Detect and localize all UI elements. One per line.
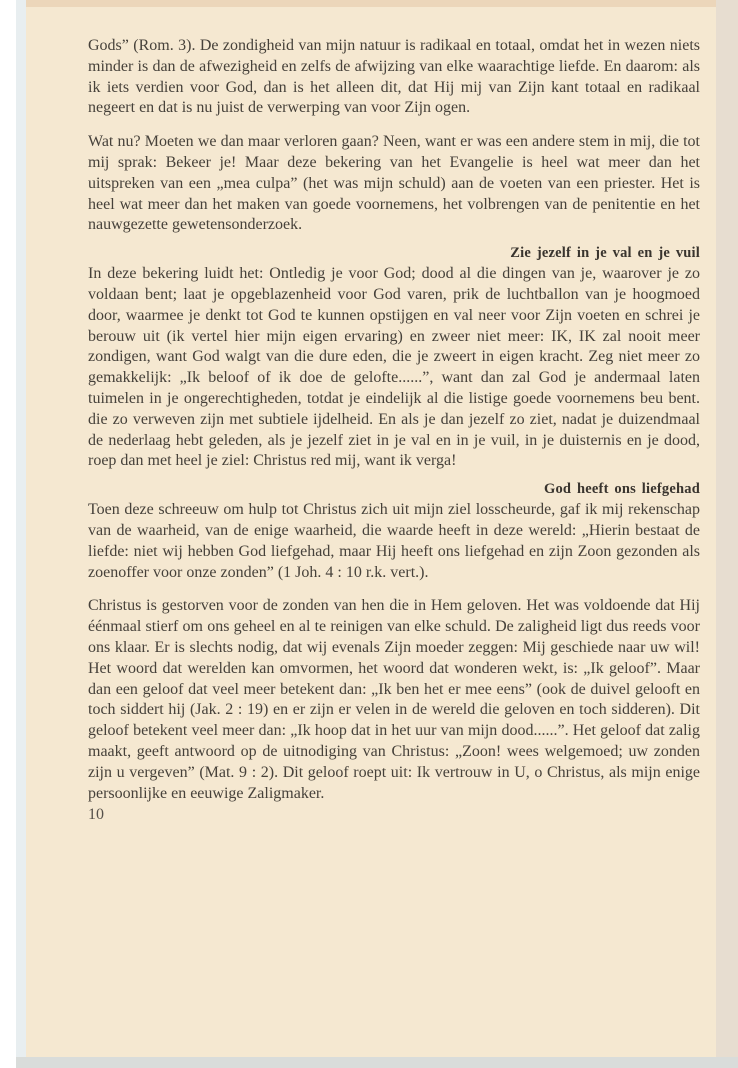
paragraph: Wat nu? Moeten we dan maar verloren gaan? Neen, want er was een andere stem in mij, die tot mij sprak: Bekeer je! Maar deze bekering van het Evangelie is heel wat meer dan het uitspreken van een „mea culpa” (het was mijn schuld) aan de voeten van een priester. Het is heel wat meer dan het maken van goede voornemens, het volbrengen van de penitentie en het nauwgezette gewetensonderzoek. [88,133,700,234]
page-edge-shadow-left [16,0,26,1062]
paragraph: Toen deze schreeuw om hulp tot Christus zich uit mijn ziel losscheurde, gaf ik mij rekenschap van de waarheid, van de enige waarheid, die waarde heeft in deze wereld: „Hierin bestaat de liefde: niet wij hebben God liefgehad, maar Hij heeft ons liefgehad en zijn Zoon gezonden als zoenoffer voor onze zonden” (1 Joh. 4 : 10 r.k. vert.). [88,501,700,581]
section-heading: Zie jezelf in je val en je vuil [510,245,700,262]
paragraph: Christus is gestorven voor de zonden van hen die in Hem geloven. Het was voldoende dat Hij éénmaal stierf om ons geheel en al te reinigen van elke schuld. De zaligheid ligt dus reeds voor ons klaar. Er is slechts nodig, dat wij evenals Zijn moeder zeggen: Mij geschiede naar uw wil! Het woord dat werelden kan omvormen, het woord dat wonderen wekt, is: „Ik geloof”. Maar dan een geloof dat veel meer betekent dan: „Ik ben het er mee eens” (ook de duivel gelooft en toch siddert hij (Jak. 2 : 19) en er zijn er velen in de wereld die geloven en toch sidderen). Dit geloof betekent veel meer dan: „Ik hoop dat in het uur van mijn dood......”. Het geloof dat zalig maakt, geeft antwoord op de uitnodiging van Christus: „Zoon! wees welgemoed; uw zonden zijn u vergeven” (Mat. 9 : 2). Dit geloof roept uit: Ik vertrouw in U, o Christus, als mijn enige persoonlijke en eeuwige Zaligmaker. [88,597,700,802]
scan-bottom-shadow [16,1057,738,1068]
section-heading: God heeft ons liefgehad [543,481,700,498]
adjacent-page-edge [716,0,738,1057]
page-top-edge [26,0,716,7]
page-number: 10 [88,806,104,824]
page-text-block [88,36,700,826]
paragraph: In deze bekering luidt het: Ontledig je voor God; dood al die dingen van je, waarover je zo voldaan bent; laat je opgeblazenheid voor God varen, prik de luchtballon van je hoogmoed door, waarmee je denkt tot God te kunnen opstijgen en val neer voor Zijn voeten en schrei je berouw uit (ik vertel hier mijn eigen ervaring) en zweer niet meer: IK, IK zal nooit meer zondigen, want God walgt van die dure eden, die je zweert in eigen kracht. Zeg niet meer zo gemakkelijk: „Ik beloof of ik doe de gelofte......”, want dan zal God je andermaal laten tuimelen in je ongerechtigheden, totdat je eindelijk al die listige goede voornemens beu bent. die zo verweven zijn met subtiele ijdelheid. En als je dan jezelf zo ziet, nadat je duizendmaal de nederlaag hebt geleden, als je jezelf ziet in je val en in je vuil, in je duisternis en je dood, roep dan met heel je ziel: Christus red mij, want ik verga! [88,265,700,470]
paragraph: Gods” (Rom. 3). De zondigheid van mijn natuur is radikaal en totaal, omdat het in wezen niets minder is dan de afwezigheid en zelfs de afwijzing van elke waarachtige liefde. En daarom: als ik iets verdien voor God, dan is het alleen dit, dat Hij mij van Zijn kant totaal en radikaal negeert en dat is nu juist de verwerping van voor Zijn ogen. [88,37,700,117]
book-page [26,0,716,1057]
